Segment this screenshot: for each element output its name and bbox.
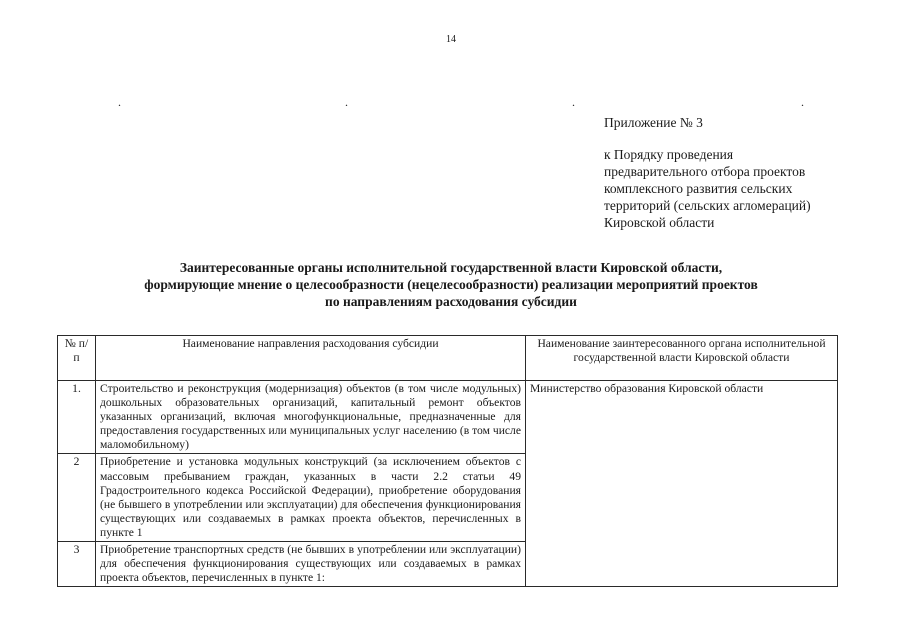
scan-speck: . (345, 95, 348, 109)
row-number: 3 (58, 542, 96, 587)
appendix-block (604, 114, 864, 231)
page-number: 14 (446, 34, 456, 45)
table-header-row (58, 336, 838, 381)
row-number: 2 (58, 454, 96, 542)
subsidy-table (57, 335, 838, 587)
row-number: 1. (58, 381, 96, 454)
row-direction: Приобретение и установка модульных конструкций (за исключением объектов с массовым пребыванием граждан, указанных в части 2.2 статьи 49 Градостроительного кодекса Российской Федерации), приобретение оборудования (не бывшего в употреблении или эксплуатации) для обеспечения функционирования существующих или создаваемых в рамках проекта объектов, перечисленных в пункте 1 (96, 454, 526, 542)
appendix-line: к Порядку проведения (604, 147, 734, 162)
scan-speck: . (572, 95, 575, 109)
heading-line: формирующие мнение о целесообразности (нецелесообразности) реализации мероприятий проектов (144, 277, 758, 292)
scan-speck: . (118, 95, 121, 109)
appendix-line: предварительного отбора проектов (604, 164, 806, 179)
row-authority: Министерство образования Кировской области (526, 381, 838, 587)
row-direction: Строительство и реконструкция (модернизация) объектов (в том числе модульных) дошкольных образовательных организаций, капитальный ремонт объектов указанных организаций, включая многофункциональные, предназначенные для предоставления государственных или муниципальных услуг населению (в том числе маломобильному) (96, 381, 526, 454)
header-authority: Наименование заинтересованного органа исполнительной государственной власти Кировской области (526, 336, 838, 381)
heading-line: Заинтересованные органы исполнительной государственной власти Кировской области, (179, 260, 723, 275)
appendix-line: комплексного развития сельских (604, 181, 793, 196)
document-heading (80, 259, 822, 310)
row-direction: Приобретение транспортных средств (не бывших в употреблении или эксплуатации) для обеспечения функционирования существующих или создаваемых в рамках проекта объектов, перечисленных в пункте 1: (96, 542, 526, 587)
heading-line: по направлениям расходования субсидии (325, 294, 577, 309)
appendix-line: Кировской области (604, 215, 715, 230)
header-direction: Наименование направления расходования субсидии (96, 336, 526, 381)
appendix-title: Приложение № 3 (604, 115, 703, 130)
appendix-line: территорий (сельских агломераций) (604, 198, 811, 213)
header-number: № п/п (58, 336, 96, 381)
table-row (58, 381, 838, 454)
scan-speck: . (801, 95, 804, 109)
